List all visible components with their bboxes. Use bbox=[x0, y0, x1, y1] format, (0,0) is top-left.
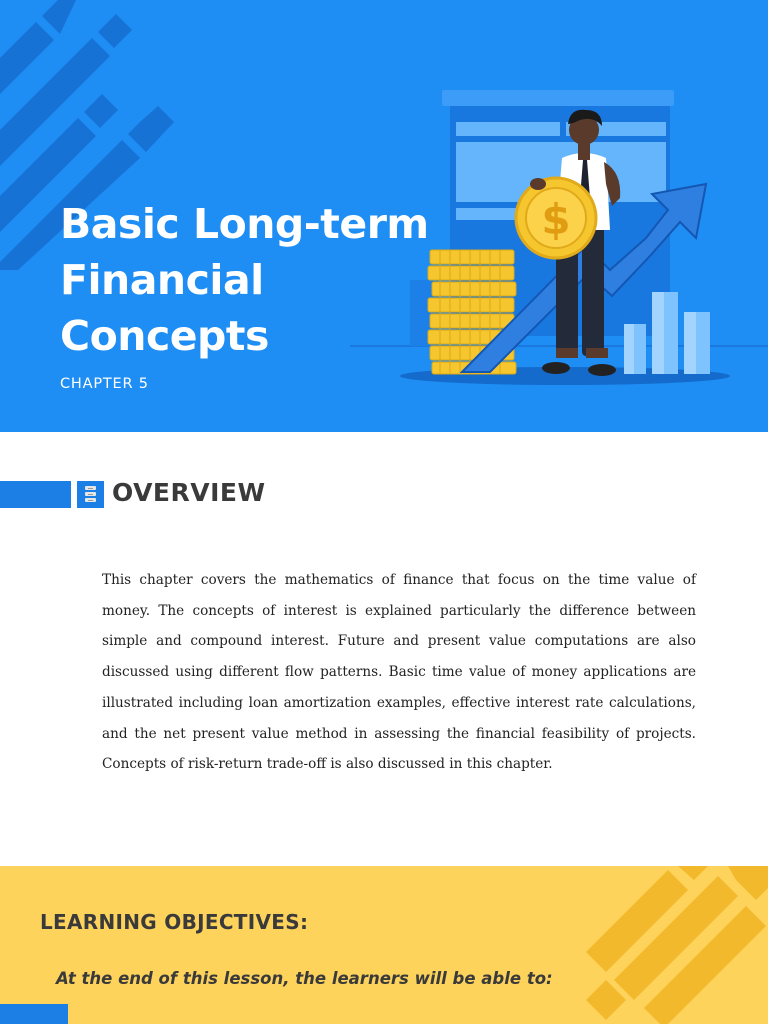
overview-paragraph: This chapter covers the mathematics of finance that focus on the time value of money. The concepts of interest is explained particularly the difference between simple and compound interest. Future and present value computations are also discussed using different flow patterns. Basic time value of money applications are illustrated including loan amortization examples, effective interest rate calculations, and the net present value method in assessing the financial feasibility of projects. Concepts of risk-return trade-off is also discussed in this chapter. bbox=[102, 572, 696, 773]
objectives-heading: LEARNING OBJECTIVES: bbox=[40, 910, 309, 934]
coin-dollar-symbol: $ bbox=[541, 195, 571, 244]
decorative-stripes bbox=[560, 866, 768, 1024]
overview-heading: OVERVIEW bbox=[112, 478, 266, 507]
chapter-title: Basic Long-term Financial Concepts bbox=[60, 200, 429, 360]
accent-bar bbox=[0, 1004, 68, 1024]
finance-growth-illustration bbox=[350, 80, 768, 390]
stack-icon bbox=[77, 481, 104, 508]
chapter-label: CHAPTER 5 bbox=[60, 376, 149, 392]
objectives-intro: At the end of this lesson, the learners will be able to: bbox=[56, 969, 553, 988]
accent-bar bbox=[0, 481, 71, 508]
learning-objectives-panel bbox=[0, 866, 768, 1024]
chapter-hero bbox=[0, 0, 768, 432]
